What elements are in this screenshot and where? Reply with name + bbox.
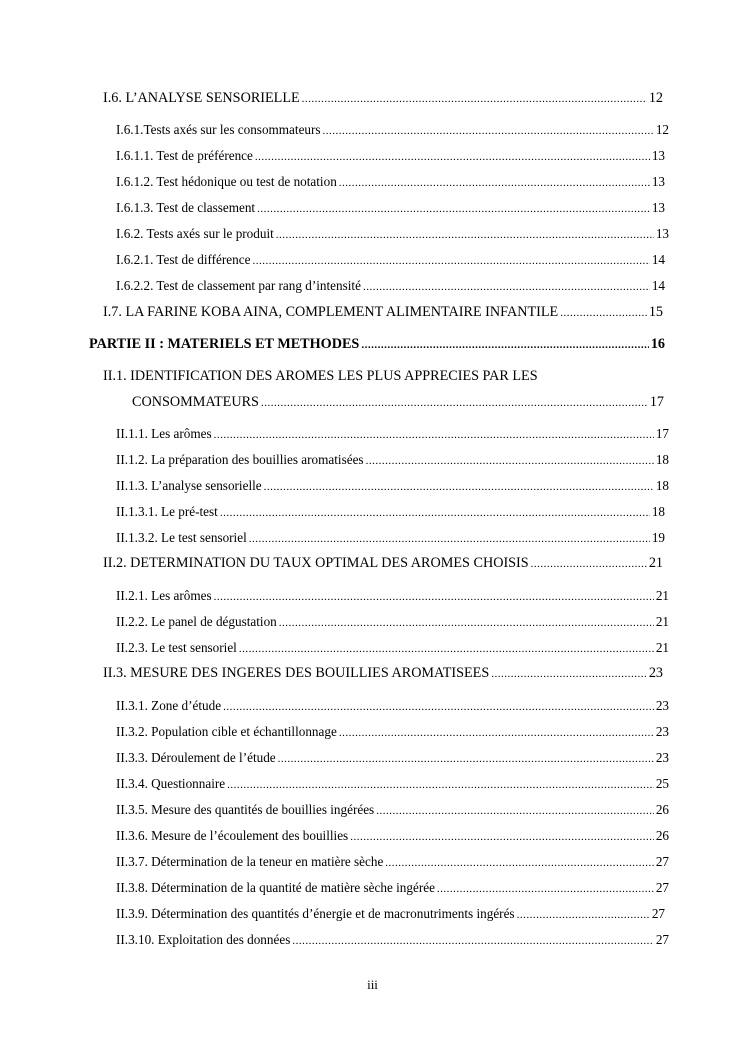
toc-entry-label: II.3.1. Zone d’étude (116, 698, 222, 713)
toc-entry-page: 12 (655, 122, 669, 137)
toc-entry (103, 90, 663, 107)
toc-entry-page: 23 (655, 750, 669, 765)
toc-entry-label: II.3.3. Déroulement de l’étude (116, 750, 276, 765)
leader-dots (252, 253, 649, 269)
toc-entry-page: 27 (651, 906, 665, 921)
page-number: iii (367, 977, 378, 992)
toc-entry-page: 21 (655, 640, 669, 655)
toc-entry (116, 426, 669, 443)
leader-dots (361, 337, 649, 353)
toc-entry-page: 25 (655, 776, 669, 791)
toc-entry-page: 14 (651, 252, 665, 267)
toc-entry-page: 27 (655, 932, 669, 947)
toc-part-heading (89, 336, 665, 353)
leader-dots (437, 881, 654, 897)
toc-entry-page: 23 (655, 724, 669, 739)
toc-entry (116, 452, 669, 469)
leader-dots (531, 556, 647, 572)
toc-entry (103, 555, 663, 572)
leader-dots (366, 453, 654, 469)
toc-entry (116, 504, 665, 521)
toc-entry (116, 906, 665, 923)
leader-dots (491, 666, 647, 682)
toc-entry (116, 776, 669, 793)
toc-entry-label: II.1.3. L’analyse sensorielle (116, 478, 262, 493)
toc-entry-page: 13 (651, 200, 665, 215)
leader-dots (339, 725, 654, 741)
leader-dots (339, 175, 650, 191)
toc-entry-page: 18 (655, 478, 669, 493)
toc-entry-page: 23 (655, 698, 669, 713)
toc-entry (116, 932, 669, 949)
toc-entry-label: I.6.2.1. Test de différence (116, 252, 251, 267)
leader-dots (376, 803, 654, 819)
toc-entry (103, 304, 663, 321)
leader-dots (363, 279, 650, 295)
toc-entry (116, 174, 665, 191)
toc-entry-label: II.3. MESURE DES INGERES DES BOUILLIES AROMATISEES (103, 665, 490, 681)
leader-dots (385, 855, 654, 871)
leader-dots (220, 505, 650, 521)
toc-entry (116, 200, 665, 217)
toc-entry-label: I.6. L’ANALYSE SENSORIELLE (103, 90, 300, 106)
leader-dots (279, 615, 654, 631)
leader-dots (214, 589, 654, 605)
toc-entry (116, 530, 665, 547)
toc-entry-label: II.1.2. La préparation des bouillies aromatisées (116, 452, 364, 467)
toc-entry-label: II.3.10. Exploitation des données (116, 932, 291, 947)
toc-entry (116, 614, 669, 631)
toc-entry-label: II.2.1. Les arômes (116, 588, 212, 603)
toc-entry-label: II.2.3. Le test sensoriel (116, 640, 237, 655)
toc-entry-page: 17 (649, 394, 664, 410)
leader-dots (227, 777, 654, 793)
toc-entry-label: PARTIE II : MATERIELS ET METHODES (89, 336, 360, 352)
toc-entry-label: II.2.2. Le panel de dégustation (116, 614, 277, 629)
leader-dots (350, 829, 654, 845)
toc-entry-page: 17 (655, 426, 669, 441)
toc-entry-page: 13 (651, 174, 665, 189)
toc-entry-page: 18 (655, 452, 669, 467)
toc-entry-page: 13 (655, 226, 669, 241)
toc-entry (116, 226, 669, 243)
toc-entry-page: 21 (655, 588, 669, 603)
leader-dots (278, 751, 654, 767)
toc-entry (116, 122, 669, 139)
toc-entry-label: II.3.4. Questionnaire (116, 776, 226, 791)
toc-entry-label: I.6.1.1. Test de préférence (116, 148, 253, 163)
leader-dots (239, 641, 654, 657)
toc-entry-label: II.1.1. Les arômes (116, 426, 212, 441)
toc-entry-page: 26 (655, 828, 669, 843)
toc-entry (116, 698, 669, 715)
toc-entry (116, 478, 669, 495)
toc-entry (103, 665, 663, 682)
leader-dots (255, 149, 650, 165)
toc-entry-page: 21 (655, 614, 669, 629)
leader-dots (223, 699, 654, 715)
toc-entry-label: II.3.9. Détermination des quantités d’énergie et de macronutriments ingérés (116, 906, 515, 921)
toc-entry-page: 23 (648, 665, 663, 681)
leader-dots (323, 123, 654, 139)
toc-entry-page: 12 (648, 90, 663, 106)
toc-entry (116, 278, 665, 295)
toc-entry-label: I.6.2.2. Test de classement par rang d’intensité (116, 278, 361, 293)
toc-entry-label: I.6.2. Tests axés sur le produit (116, 226, 274, 241)
leader-dots (214, 427, 654, 443)
toc-entry-label-continuation: CONSOMMATEURS (132, 394, 259, 410)
toc-entry-page: 13 (651, 148, 665, 163)
leader-dots (560, 305, 647, 321)
toc-entry (116, 724, 669, 741)
toc-entry-label: II.1. IDENTIFICATION DES AROMES LES PLUS APPRECIES PAR LES (103, 368, 538, 384)
leader-dots (292, 933, 653, 949)
toc-entry-label: I.7. LA FARINE KOBA AINA, COMPLEMENT ALIMENTAIRE INFANTILE (103, 304, 559, 320)
leader-dots (276, 227, 654, 243)
leader-dots (249, 531, 650, 547)
toc-entry-label: I.6.1.Tests axés sur les consommateurs (116, 122, 321, 137)
toc-entry-label: II.3.7. Détermination de la teneur en matière sèche (116, 854, 384, 869)
toc-entry-page: 26 (655, 802, 669, 817)
leader-dots (257, 201, 650, 217)
toc-entry-page: 19 (651, 530, 665, 545)
toc-entry (116, 252, 665, 269)
toc-entry (116, 880, 669, 897)
toc-entry (116, 802, 669, 819)
toc-entry (116, 854, 669, 871)
toc-entry (116, 148, 665, 165)
toc-entry-page: 14 (651, 278, 665, 293)
toc-entry-page: 27 (655, 854, 669, 869)
leader-dots (264, 479, 654, 495)
toc-entry-label: II.2. DETERMINATION DU TAUX OPTIMAL DES AROMES CHOISIS (103, 555, 529, 571)
toc-entry (116, 828, 669, 845)
toc-entry-label: II.1.3.2. Le test sensoriel (116, 530, 247, 545)
toc-entry-page: 18 (651, 504, 665, 519)
toc-entry-label: I.6.1.3. Test de classement (116, 200, 256, 215)
toc-entry-label: II.3.6. Mesure de l’écoulement des bouillies (116, 828, 349, 843)
leader-dots (302, 91, 647, 107)
toc-entry (116, 640, 669, 657)
toc-entry (132, 394, 664, 411)
toc-entry-label: I.6.1.2. Test hédonique ou test de notation (116, 174, 337, 189)
toc-entry-label: II.1.3.1. Le pré-test (116, 504, 218, 519)
toc-entry-page: 16 (650, 336, 665, 352)
leader-dots (517, 907, 650, 923)
toc-entry-page: 27 (655, 880, 669, 895)
toc-entry-label: II.3.2. Population cible et échantillonnage (116, 724, 337, 739)
toc-entry-page: 15 (648, 304, 663, 320)
toc-entry-label: II.3.5. Mesure des quantités de bouillies ingérées (116, 802, 375, 817)
toc-entry-page: 21 (648, 555, 663, 571)
leader-dots (261, 395, 648, 411)
toc-entry (116, 588, 669, 605)
toc-entry (116, 750, 669, 767)
toc-entry-label: II.3.8. Détermination de la quantité de matière sèche ingérée (116, 880, 435, 895)
